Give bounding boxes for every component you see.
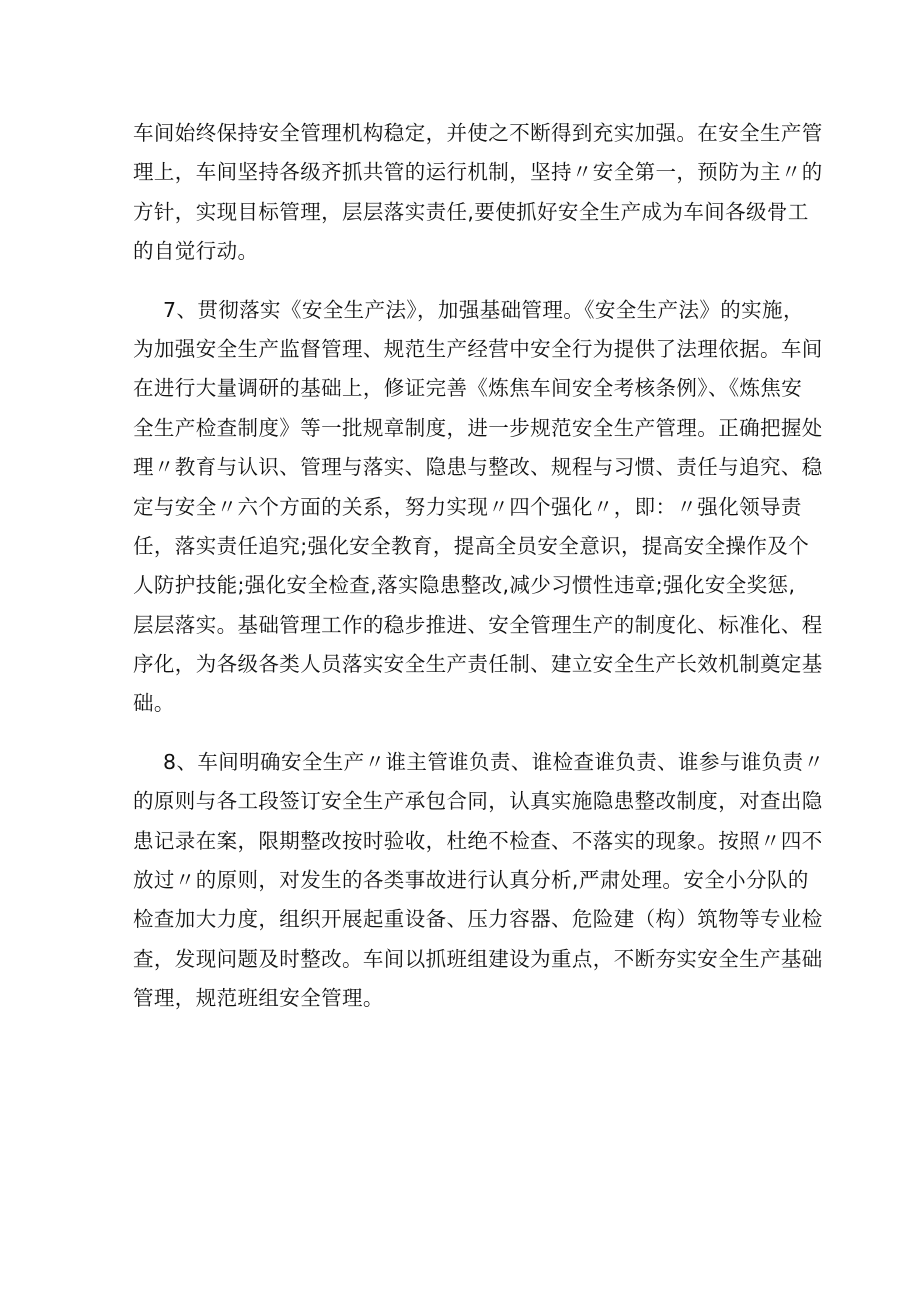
text-line: 车间始终保持安全管理机构稳定，并使之不断得到充实加强。在安全生产管 [133, 121, 823, 145]
text-line: 全生产检查制度》等一批规章制度，进一步规范安全生产管理。正确把握处 [133, 415, 823, 440]
text-line: 的原则与各工段签订安全生产承包合同，认真实施隐患整改制度，对查出隐 [133, 789, 823, 814]
text-line: 的自觉行动。 [133, 239, 259, 264]
text-line: 放过〃的原则，对发生的各类事故进行认真分析,严肃处理。安全小分队的 [133, 868, 809, 893]
paragraph-item-7 [133, 291, 840, 724]
paragraph-item-8 [133, 743, 840, 1019]
text-line: 序化，为各级各类人员落实安全生产责任制、建立安全生产长效机制奠定基 [133, 652, 823, 677]
text-line: 层层落实。基础管理工作的稳步推进、安全管理生产的制度化、标准化、程 [133, 612, 823, 637]
text-line: 理〃教育与认识、管理与落实、隐患与整改、规程与习惯、责任与追究、稳 [133, 455, 823, 480]
text-line: 检查加大力度，组织开展起重设备、压力容器、危险建（构）筑物等专业检 [133, 907, 823, 932]
text-line: 7、贯彻落实《安全生产法》，加强基础管理。《安全生产法》的实施， [163, 297, 804, 322]
text-line: 方针，实现目标管理，层层落实责任,要使抓好安全生产成为车间各级骨工 [133, 199, 809, 224]
text-line: 础。 [133, 691, 175, 716]
text-line: 定与安全〃六个方面的关系，努力实现〃四个强化〃，即：〃强化领导责 [133, 494, 802, 519]
text-line: 8、车间明确安全生产〃谁主管谁负责、谁检查谁负责、谁参与谁负责〃 [163, 749, 825, 774]
text-line: 为加强安全生产监督管理、规范生产经营中安全行为提供了法理依据。车间 [133, 336, 823, 361]
text-line: 任，落实责任追究;强化安全教育，提高全员安全意识，提高安全操作及个 [133, 533, 810, 558]
paragraph-safety-organization [133, 114, 840, 272]
text-line: 患记录在案，限期整改按时验收，杜绝不检查、不落实的现象。按照〃四不 [133, 828, 823, 853]
text-line: 管理，规范班组安全管理。 [133, 986, 384, 1011]
text-line: 在进行大量调研的基础上，修证完善《炼焦车间安全考核条例》、《炼焦安 [133, 376, 803, 401]
text-line: 人防护技能;强化安全检查,落实隐患整改,减少习惯性违章;强化安全奖惩, [133, 573, 796, 598]
text-line: 查，发现问题及时整改。车间以抓班组建设为重点，不断夯实安全生产基础 [133, 946, 823, 971]
text-line: 理上，车间坚持各级齐抓共管的运行机制，坚持〃安全第一，预防为主〃的 [133, 160, 823, 185]
